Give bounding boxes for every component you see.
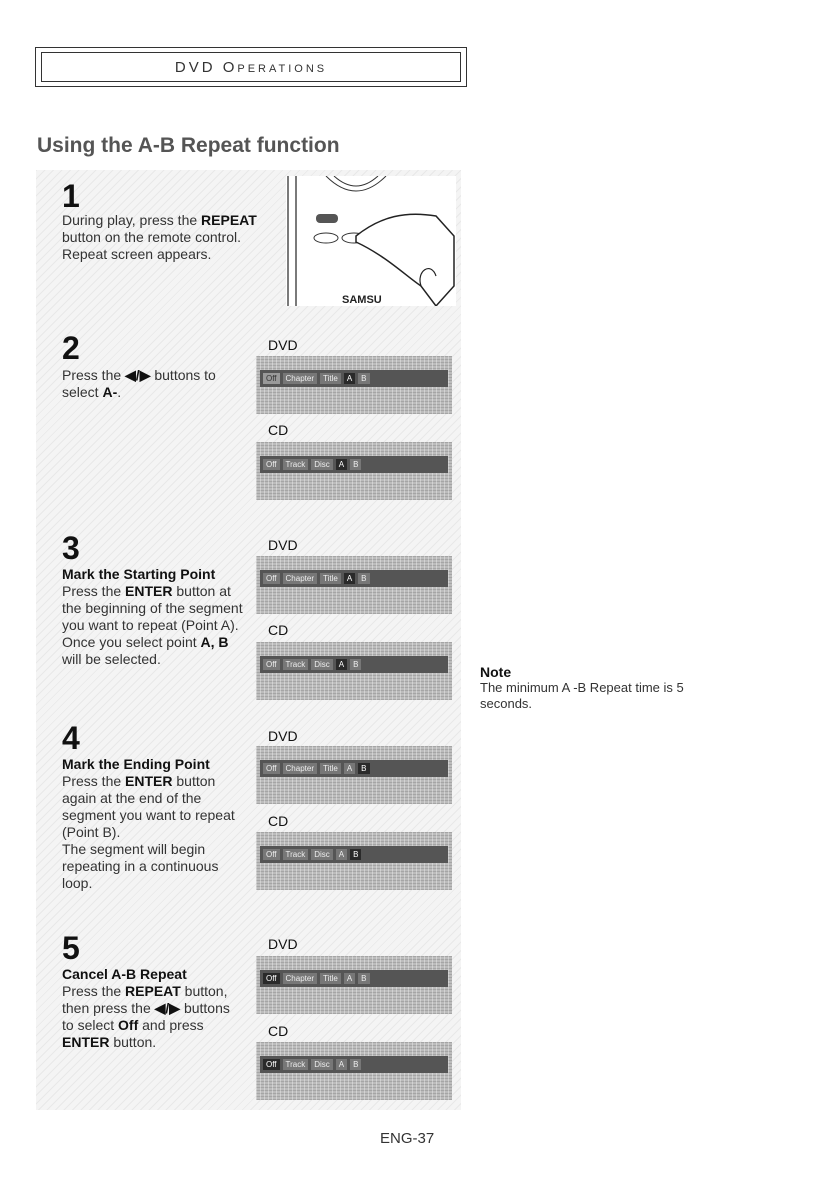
dvd-repeat-screen: Off Chapter Title A B: [256, 556, 452, 614]
page-number: ENG-37: [380, 1130, 435, 1147]
cd-repeat-screen: Off Track Disc A B: [256, 832, 452, 890]
cd-repeat-screen: Off Track Disc A B: [256, 442, 452, 500]
step-4-number: 4: [62, 720, 80, 756]
step-1-number: 1: [62, 178, 80, 214]
remote-control-illustration: [286, 176, 456, 306]
step-4-text: Mark the Ending Point Press the ENTER button again at the end of the segment you want to repeat (Point B). The segment will begin repeating in a continuous loop.: [62, 756, 235, 891]
dvd-repeat-screen: Off Chapter Title A B: [256, 356, 452, 414]
step-5-text: Cancel A-B Repeat Press the REPEAT button, then press the ◀/▶ buttons to select Off and press ENTER button.: [62, 966, 230, 1050]
step-2-number: 2: [62, 330, 80, 366]
step-3-text: Mark the Starting Point Press the ENTER button at the beginning of the segment you want to repeat (Point A). Once you select point A, B will be selected.: [62, 566, 243, 667]
cd-label: CD: [268, 813, 289, 829]
step-2-text: Press the ◀/▶ buttons to select A-.: [62, 367, 216, 400]
section-header: DVD Operations: [41, 52, 461, 82]
dvd-repeat-screen: Off Chapter Title A B: [256, 746, 452, 804]
dvd-label: DVD: [268, 728, 298, 744]
cd-repeat-screen: Off Track Disc A B: [256, 1042, 452, 1100]
dvd-label: DVD: [268, 537, 298, 553]
cd-repeat-screen: Off Track Disc A B: [256, 642, 452, 700]
cd-label: CD: [268, 1023, 289, 1039]
step-5-number: 5: [62, 930, 80, 966]
step-1-text: During play, press the REPEAT button on the remote control. Repeat screen appears.: [62, 212, 257, 262]
dvd-label: DVD: [268, 337, 298, 353]
section-header-box: [35, 47, 467, 87]
page-title: Using the A-B Repeat function: [37, 134, 340, 157]
svg-text:SAMSU: SAMSU: [342, 294, 382, 306]
note-title: Note: [480, 664, 512, 680]
dvd-repeat-screen: Off Chapter Title A B: [256, 956, 452, 1014]
cd-label: CD: [268, 422, 289, 438]
dvd-label: DVD: [268, 936, 298, 952]
cd-label: CD: [268, 622, 289, 638]
step-3-number: 3: [62, 530, 80, 566]
note-text: The minimum A -B Repeat time is 5 seconds.: [480, 680, 684, 711]
